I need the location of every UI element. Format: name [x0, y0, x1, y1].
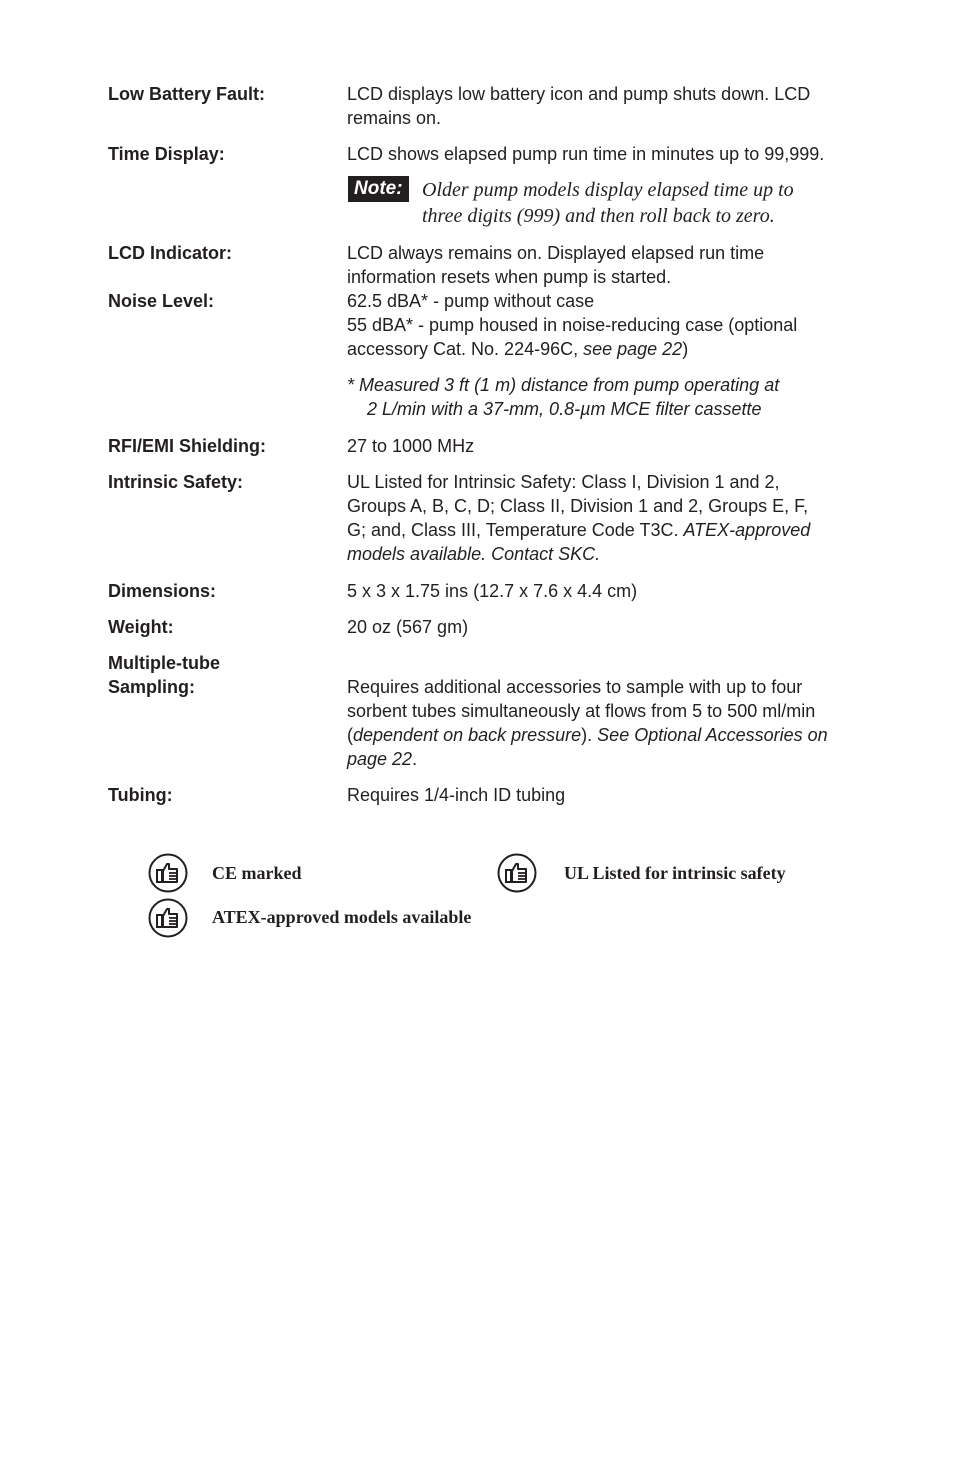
thumbs-up-icon	[148, 853, 188, 893]
time-display-label: Time Display:	[108, 144, 225, 164]
noise-footnote: * Measured 3 ft (1 m) distance from pump operating at 2 L/min with a 37-mm, 0.8-µm MCE filter cassette	[347, 375, 780, 419]
note-badge: Note:	[348, 176, 409, 202]
feature-ce-marked: CE marked	[212, 863, 302, 883]
noise-level-value: 62.5 dBA* - pump without case 55 dBA* - pump housed in noise-reducing case (optional accessory Cat. No. 224-96C, see page 22)	[347, 291, 798, 359]
feature-atex: ATEX-approved models available	[212, 907, 472, 927]
dimensions-value: 5 x 3 x 1.75 ins (12.7 x 7.6 x 4.4 cm)	[347, 581, 638, 601]
dimensions-label: Dimensions:	[108, 581, 217, 601]
multiple-tube-label: Multiple-tube Sampling:	[108, 653, 220, 697]
noise-level-label: Noise Level:	[108, 291, 215, 311]
thumbs-up-icon	[497, 853, 537, 893]
lcd-indicator-label: LCD Indicator:	[108, 243, 232, 263]
low-battery-value: LCD displays low battery icon and pump shuts down. LCD remains on.	[347, 84, 811, 128]
time-display-value: LCD shows elapsed pump run time in minutes up to 99,999.	[347, 144, 825, 164]
note-text: Older pump models display elapsed time up to three digits (999) and then roll back to zero.	[422, 179, 794, 227]
multiple-tube-value: Requires additional accessories to sample with up to four sorbent tubes simultaneously at flows from 5 to 500 ml/min (dependent on back pressure). See Optional Accessories on page 22.	[347, 677, 828, 769]
low-battery-label: Low Battery Fault:	[108, 84, 266, 104]
tubing-value: Requires 1/4-inch ID tubing	[347, 785, 566, 805]
weight-label: Weight:	[108, 617, 174, 637]
weight-value: 20 oz (567 gm)	[347, 617, 469, 637]
feature-ul-listed: UL Listed for intrinsic safety	[564, 863, 786, 883]
rfi-emi-value: 27 to 1000 MHz	[347, 436, 475, 456]
tubing-label: Tubing:	[108, 785, 173, 805]
lcd-indicator-value: LCD always remains on. Displayed elapsed run time information resets when pump is started.	[347, 243, 765, 287]
intrinsic-safety-value: UL Listed for Intrinsic Safety: Class I, Division 1 and 2, Groups A, B, C, D; Class II, Division 1 and 2, Groups E, F, G; and, Class III, Temperature Code T3C. ATEX-approved models available. Contact SKC.	[347, 472, 811, 564]
thumbs-up-icon	[148, 898, 188, 938]
rfi-emi-label: RFI/EMI Shielding:	[108, 436, 266, 456]
intrinsic-safety-label: Intrinsic Safety:	[108, 472, 244, 492]
